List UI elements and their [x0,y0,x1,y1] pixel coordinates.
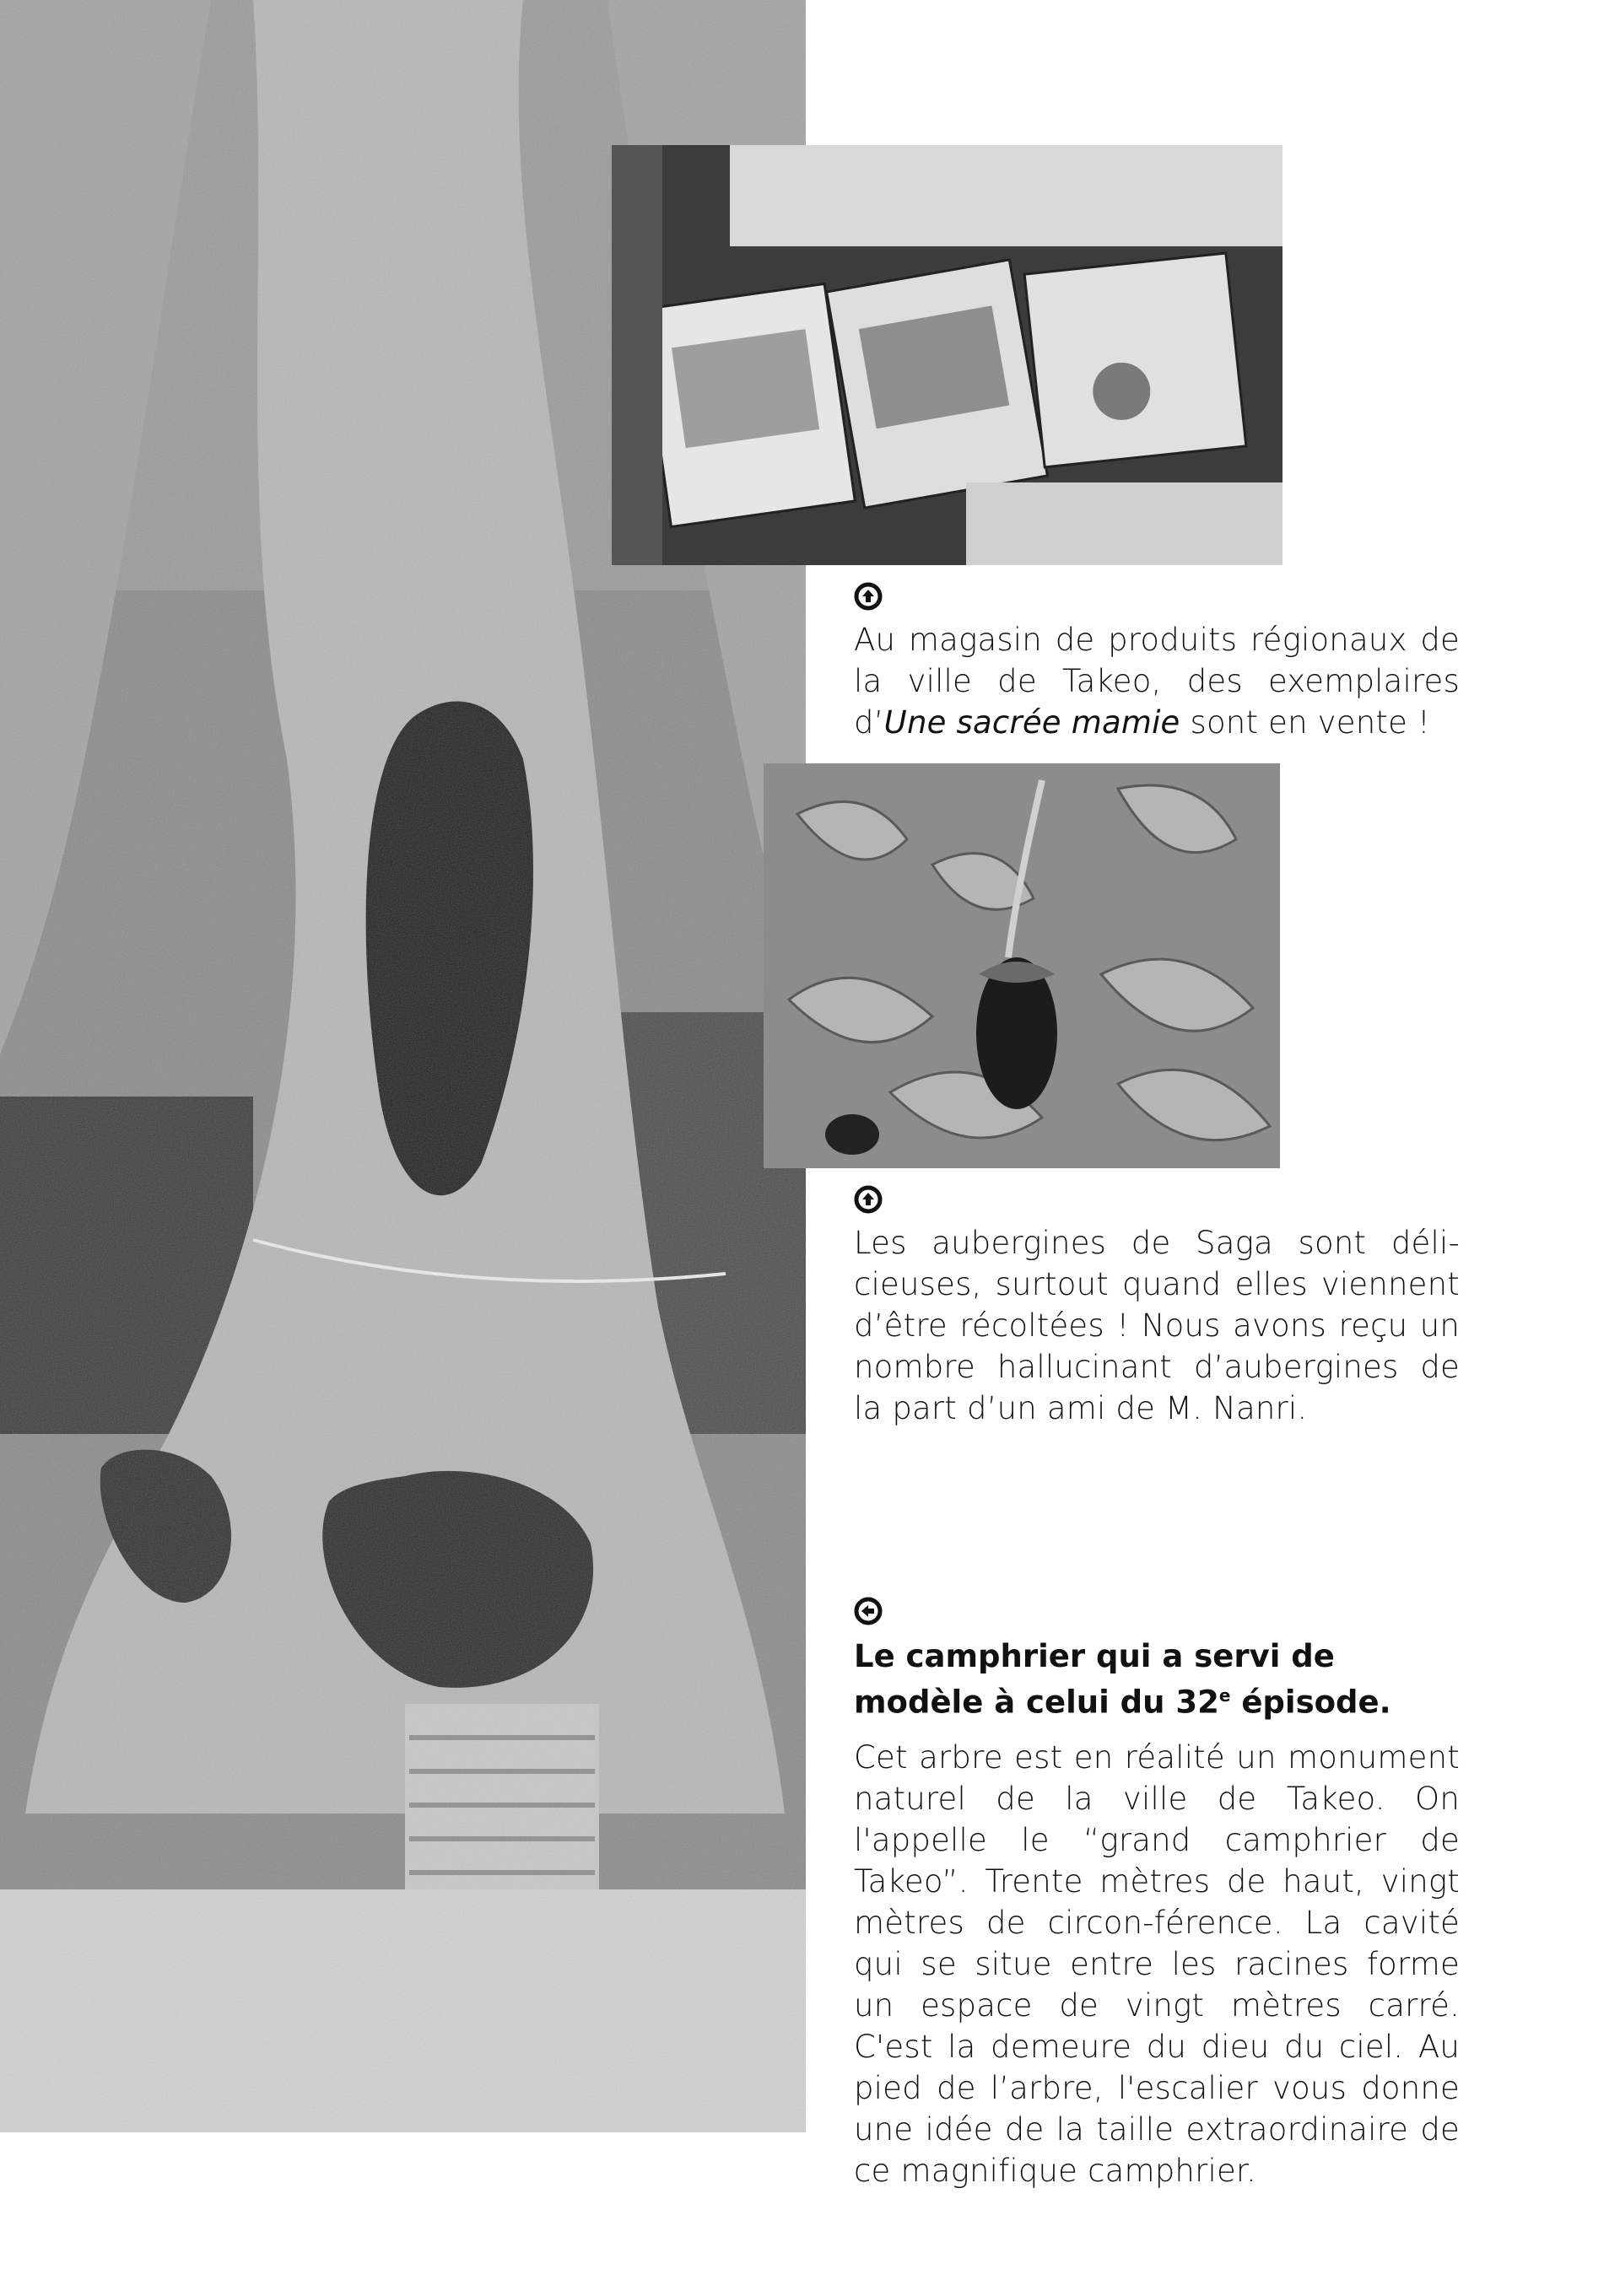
manga-title: Une sacrée mamie [883,704,1180,741]
caption-eggplant-text: Les aubergines de Saga sont déli-cieuses, surtout quand elles viennent d’être récoltées ! Nous avons reçu un nombre hallucinant d’aubergines de la part d’un ami de M. Nanri. [854,1225,1460,1426]
caption-tree-text: Cet arbre est en réalité un monument naturel de la ville de Takeo. On l'appelle le “grand camphrier de Takeo”. Trente mètres de haut, vingt mètres de circon-férence. La cavité qui se situe entre les racines forme un espace de vingt mètres carré. C'est la demeure du dieu du ciel. Au pied de l’arbre, l'escalier vous donne une idée de la taille extraordinaire de ce magnifique camphrier. [854,1739,1460,2190]
manga-books-photo [612,145,1282,565]
circle-up-arrow-icon [854,582,883,611]
caption-books-text: Au magasin de produits régionaux de la ville de Takeo, des exemplaires d’Une sacrée mamie sont en vente ! [854,622,1460,741]
circle-up-arrow-icon [854,1185,883,1214]
eggplant-photo [764,763,1280,1168]
caption-tree [854,1597,1460,2191]
caption-eggplant [854,1185,1460,1429]
circle-left-arrow-icon [854,1597,883,1625]
caption-books [854,582,1460,743]
caption-tree-heading: Le camphrier qui a servi de modèle à celui du 32e épisode. [854,1638,1391,1721]
